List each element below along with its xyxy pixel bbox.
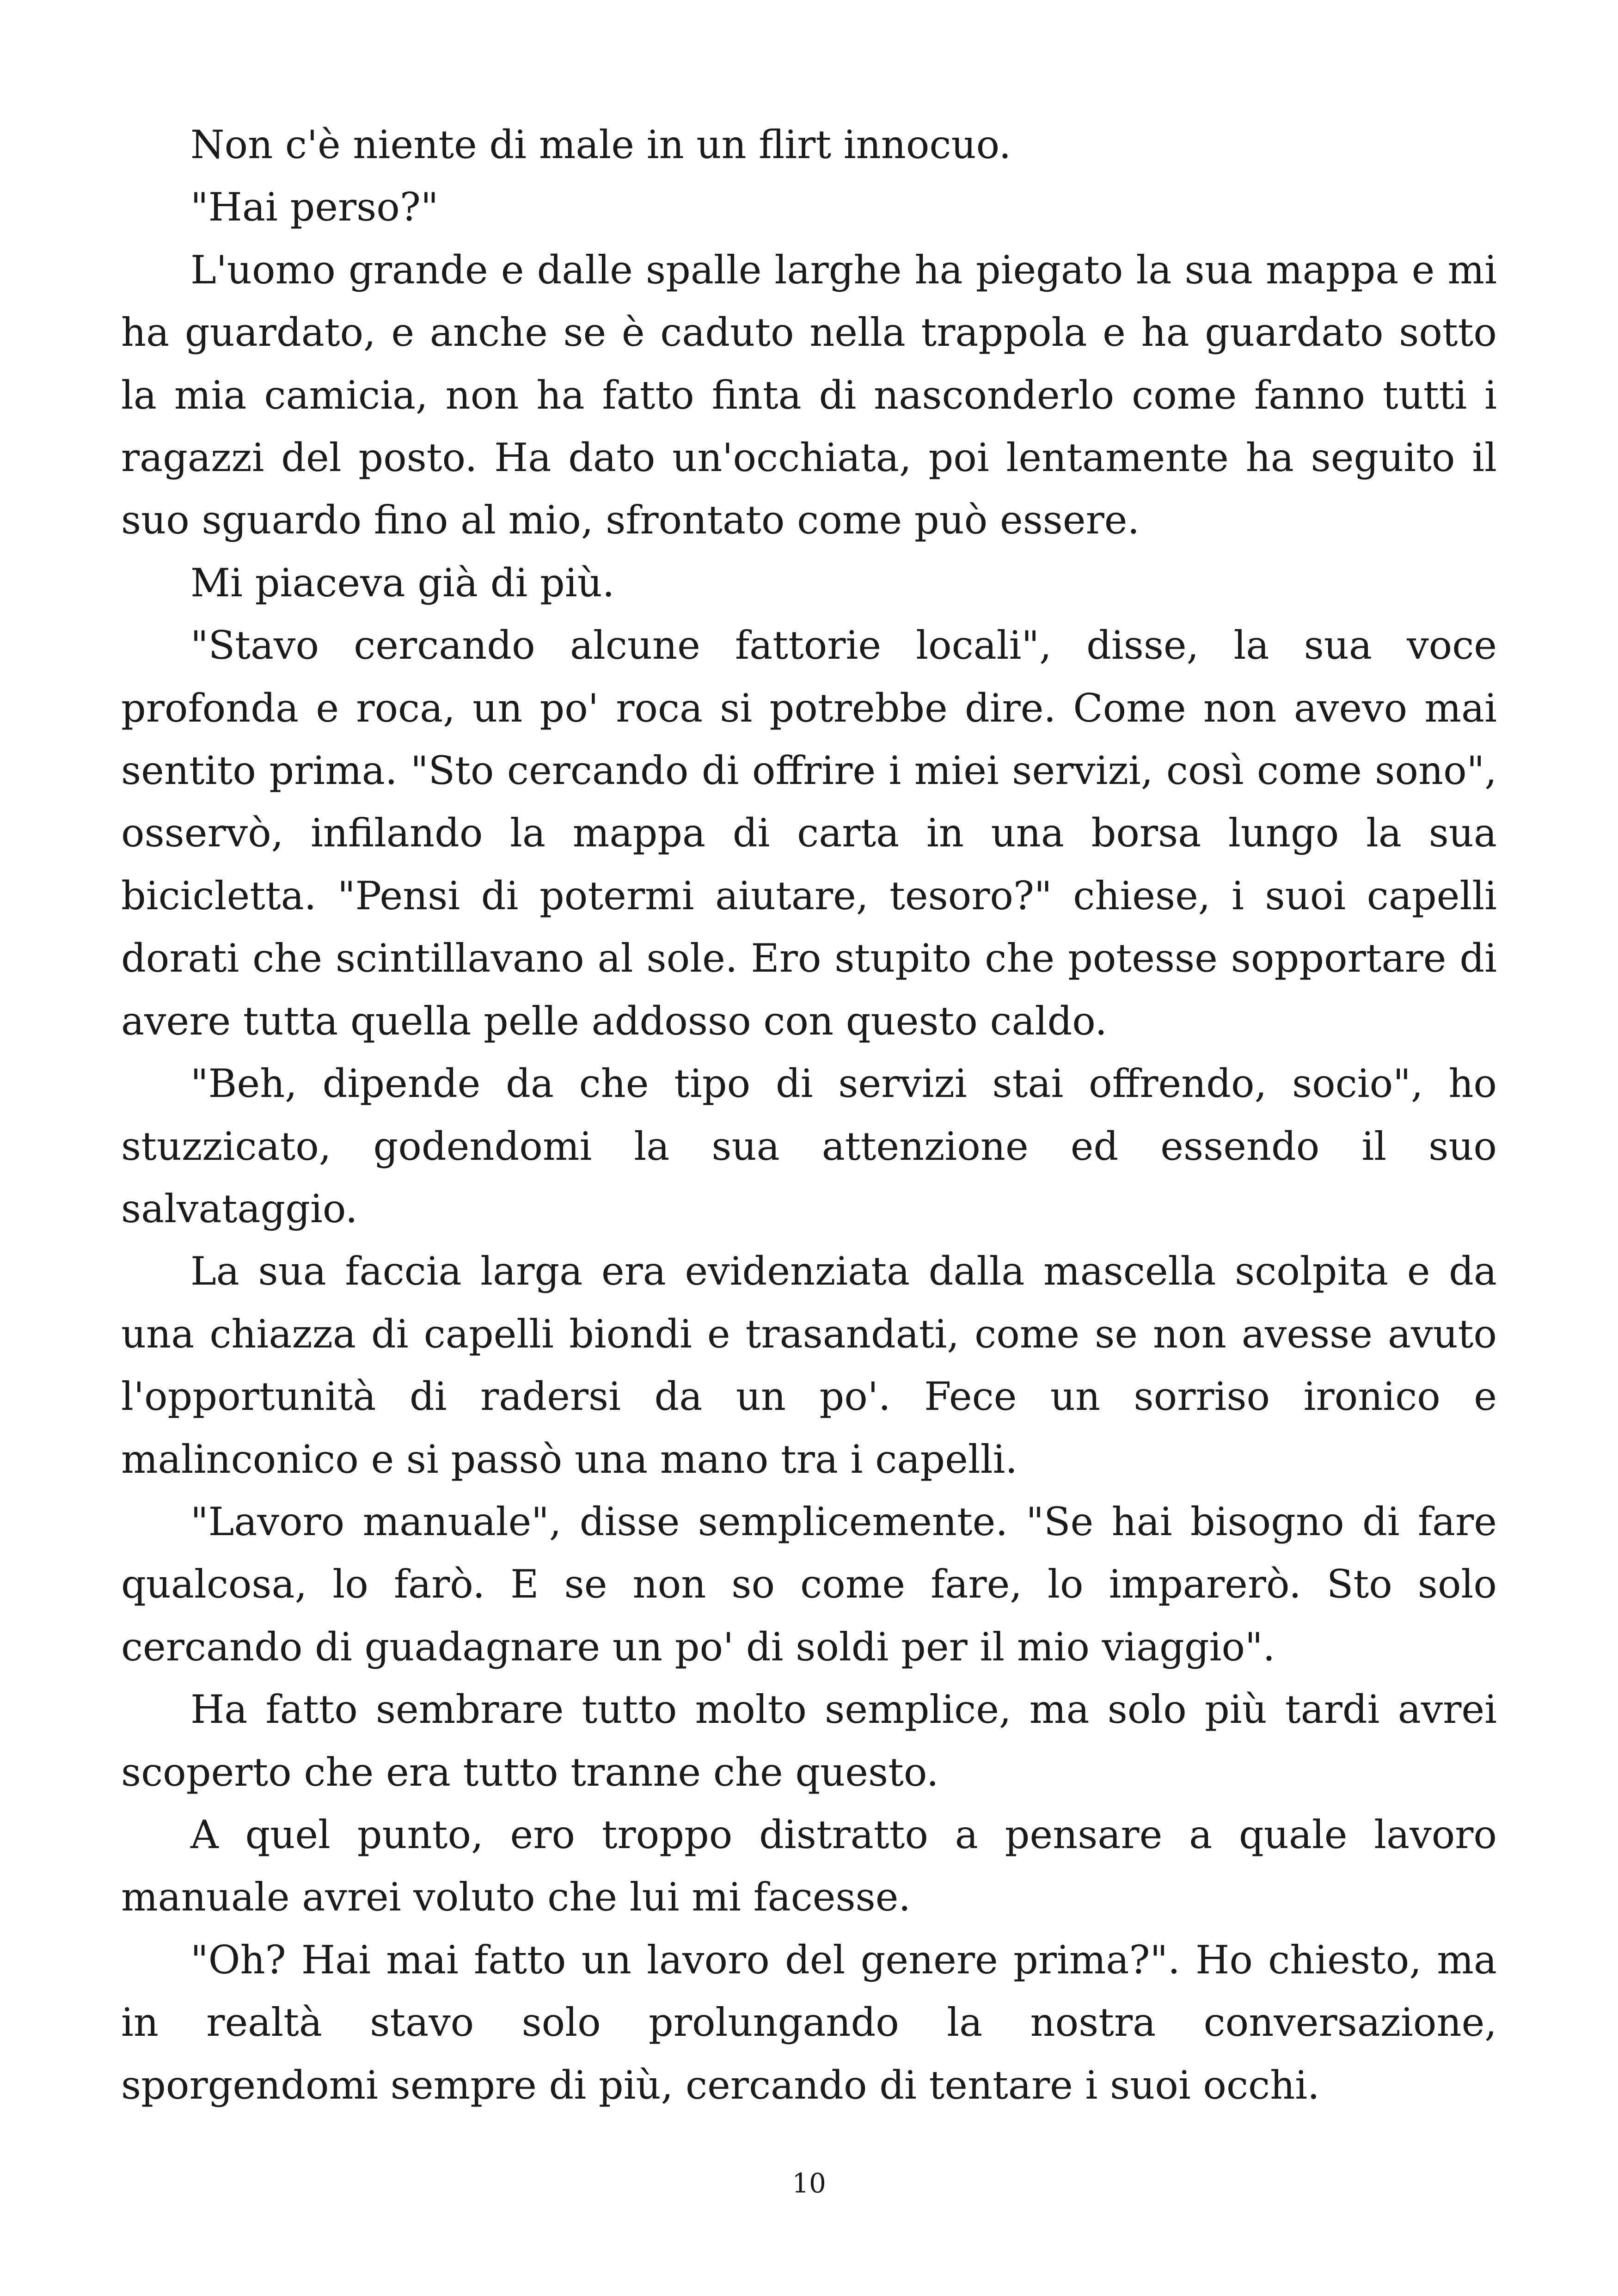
paragraph: La sua faccia larga era evidenziata dalla mascella scolpita e da una chiazza di capelli biondi e trasandati, come se non avesse avuto l'opportunità di radersi da un po'. Fece un sorriso ironico e malinconico e si passò una mano tra i capelli. — [121, 1249, 1497, 1482]
paragraph: Non c'è niente di male in un flirt innocuo. — [190, 122, 1011, 167]
paragraph: A quel punto, ero troppo distratto a pensare a quale lavoro manuale avrei voluto che lui mi facesse. — [121, 1812, 1497, 1920]
paragraph: Ha fatto sembrare tutto molto semplice, ma solo più tardi avrei scoperto che era tutto tranne che questo. — [121, 1687, 1497, 1795]
paragraph: Mi piaceva già di più. — [190, 560, 615, 606]
paragraph: "Oh? Hai mai fatto un lavoro del genere prima?". Ho chiesto, ma in realtà stavo solo prolungando la nostra conversazione, sporgendomi sempre di più, cercando di tentare i suoi occhi. — [121, 1937, 1497, 2108]
paragraph: "Stavo cercando alcune fattorie locali", disse, la sua voce profonda e roca, un po' roca si potrebbe dire. Come non avevo mai sentito prima. "Sto cercando di offrire i miei servizi, così come sono", osservò, infilando la mappa di carta in una borsa lungo la sua bicicletta. "Pensi di potermi aiutare, tesoro?" chiese, i suoi capelli dorati che scintillavano al sole. Ero stupito che potesse sopportare di avere tutta quella pelle addosso con questo caldo. — [121, 623, 1497, 1044]
paragraph: "Lavoro manuale", disse semplicemente. "Se hai bisogno di fare qualcosa, lo farò. E se non so come fare, lo imparerò. Sto solo cercando di guadagnare un po' di soldi per il mio viaggio". — [121, 1499, 1497, 1670]
paragraph: "Hai perso?" — [190, 184, 439, 230]
page-number: 10 — [792, 2167, 826, 2199]
paragraph: L'uomo grande e dalle spalle larghe ha piegato la sua mappa e mi ha guardato, e anche se è caduto nella trappola e ha guardato sotto la mia camicia, non ha fatto finta di nasconderlo come fanno tutti i ragazzi del posto. Ha dato un'occhiata, poi lentamente ha seguito il suo sguardo fino al mio, sfrontato come può essere. — [121, 247, 1497, 543]
body-text — [121, 114, 1497, 2117]
paragraph: "Beh, dipende da che tipo di servizi stai offrendo, socio", ho stuzzicato, godendomi la sua attenzione ed essendo il suo salvataggio. — [121, 1061, 1497, 1231]
